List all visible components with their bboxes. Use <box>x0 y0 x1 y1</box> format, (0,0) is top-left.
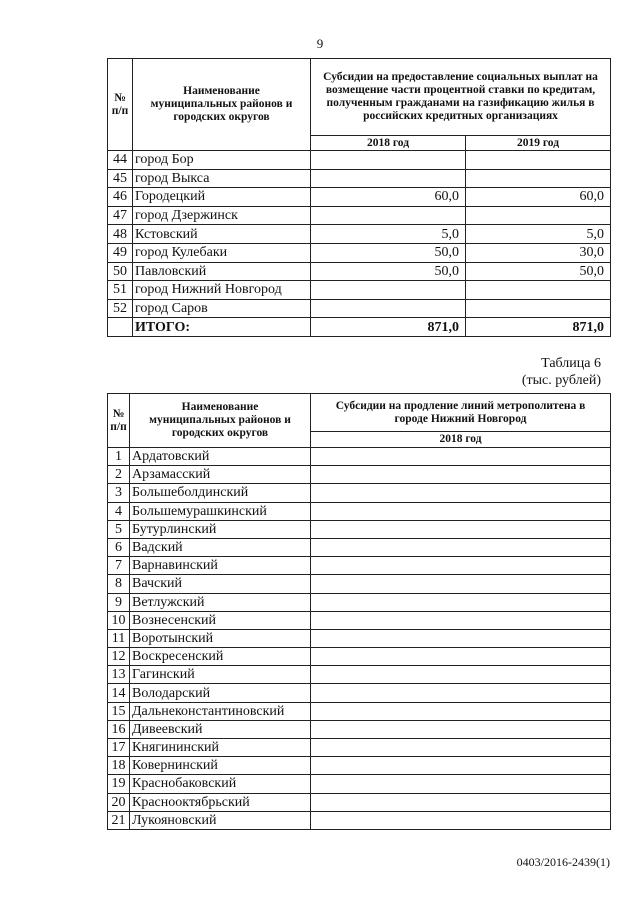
col-header-name: Наименование муниципальных районов и городских округов <box>133 59 311 151</box>
row-number: 47 <box>108 206 133 225</box>
total-label: ИТОГО: <box>133 318 311 337</box>
table-row <box>108 702 611 720</box>
table-row <box>108 557 611 575</box>
row-value-2018 <box>311 206 466 225</box>
row-value-2019: 30,0 <box>466 243 611 262</box>
row-number: 18 <box>108 757 130 775</box>
row-number: 8 <box>108 575 130 593</box>
subsidy-metro-table <box>107 393 611 830</box>
row-number: 48 <box>108 225 133 244</box>
row-name: Вознесенский <box>130 611 311 629</box>
table-row <box>108 448 611 466</box>
row-value-2018 <box>311 466 611 484</box>
table-row <box>108 648 611 666</box>
row-number: 7 <box>108 557 130 575</box>
row-number: 20 <box>108 793 130 811</box>
row-value-2019 <box>466 169 611 188</box>
row-name: Варнавинский <box>130 557 311 575</box>
table-row <box>108 538 611 556</box>
table-row <box>108 739 611 757</box>
row-value-2018 <box>311 151 466 170</box>
row-number: 3 <box>108 484 130 502</box>
document-code: 0403/2016-2439(1) <box>516 855 610 869</box>
table-row <box>108 775 611 793</box>
row-name: город Нижний Новгород <box>133 281 311 300</box>
row-number: 5 <box>108 520 130 538</box>
row-number: 6 <box>108 538 130 556</box>
row-name: Городецкий <box>133 188 311 207</box>
row-name: Ардатовский <box>130 448 311 466</box>
row-name: Лукояновский <box>130 811 311 829</box>
total-value-2018: 871,0 <box>311 318 466 337</box>
row-name: Воротынский <box>130 629 311 647</box>
row-number: 9 <box>108 593 130 611</box>
table-row <box>108 484 611 502</box>
row-name: Дивеевский <box>130 720 311 738</box>
row-name: Ветлужский <box>130 593 311 611</box>
row-name: город Бор <box>133 151 311 170</box>
row-name: Ковернинский <box>130 757 311 775</box>
table-row <box>108 502 611 520</box>
row-number: 13 <box>108 666 130 684</box>
row-value-2018 <box>311 299 466 318</box>
col-header-name: Наименование муниципальных районов и городских округов <box>130 394 311 448</box>
table-row <box>108 684 611 702</box>
table-row <box>108 262 611 281</box>
row-value-2018 <box>311 557 611 575</box>
row-value-2019 <box>466 206 611 225</box>
row-value-2018 <box>311 702 611 720</box>
col-header-num: № п/п <box>108 394 130 448</box>
table-row <box>108 757 611 775</box>
row-value-2019 <box>466 281 611 300</box>
row-value-2018: 50,0 <box>311 262 466 281</box>
row-value-2019: 5,0 <box>466 225 611 244</box>
table-row <box>108 188 611 207</box>
row-name: Володарский <box>130 684 311 702</box>
row-value-2018 <box>311 666 611 684</box>
row-value-2018: 5,0 <box>311 225 466 244</box>
row-number: 15 <box>108 702 130 720</box>
row-value-2018 <box>311 502 611 520</box>
row-number: 2 <box>108 466 130 484</box>
table-row <box>108 151 611 170</box>
row-name: Воскресенский <box>130 648 311 666</box>
table-row <box>108 243 611 262</box>
table-row <box>108 666 611 684</box>
row-value-2018 <box>311 629 611 647</box>
row-number: 16 <box>108 720 130 738</box>
row-number: 45 <box>108 169 133 188</box>
row-number: 50 <box>108 262 133 281</box>
row-name: город Кулебаки <box>133 243 311 262</box>
col-header-2018: 2018 год <box>311 432 611 448</box>
row-value-2018 <box>311 720 611 738</box>
row-value-2018 <box>311 169 466 188</box>
table-row <box>108 206 611 225</box>
row-name: Кстовский <box>133 225 311 244</box>
row-value-2018 <box>311 484 611 502</box>
table-row <box>108 520 611 538</box>
row-number: 49 <box>108 243 133 262</box>
table-units: (тыс. рублей) <box>521 373 601 388</box>
col-header-subsidy: Субсидии на предоставление социальных выплат на возмещение части процентной ставки по кредитам, полученным гражданами на газификацию жилья в российских кредитных организациях <box>311 59 611 136</box>
row-name: Вадский <box>130 538 311 556</box>
table-row <box>108 281 611 300</box>
row-value-2018: 50,0 <box>311 243 466 262</box>
table-row <box>108 575 611 593</box>
row-value-2019 <box>466 151 611 170</box>
row-value-2018 <box>311 793 611 811</box>
row-name: Княгининский <box>130 739 311 757</box>
row-number: 51 <box>108 281 133 300</box>
row-number: 21 <box>108 811 130 829</box>
table-row <box>108 629 611 647</box>
row-name: Павловский <box>133 262 311 281</box>
row-value-2018 <box>311 520 611 538</box>
row-number: 17 <box>108 739 130 757</box>
row-name: Бутурлинский <box>130 520 311 538</box>
row-name: город Выкса <box>133 169 311 188</box>
col-header-num: № п/п <box>108 59 133 151</box>
row-value-2018 <box>311 684 611 702</box>
row-value-2018 <box>311 538 611 556</box>
row-name: Дальнеконстантиновский <box>130 702 311 720</box>
row-value-2018 <box>311 811 611 829</box>
row-value-2018 <box>311 611 611 629</box>
table-row <box>108 720 611 738</box>
row-name: Арзамасский <box>130 466 311 484</box>
row-name: город Саров <box>133 299 311 318</box>
row-name: город Дзержинск <box>133 206 311 225</box>
row-value-2018 <box>311 593 611 611</box>
total-row <box>108 318 611 337</box>
table-row <box>108 793 611 811</box>
table-caption: Таблица 6 <box>541 356 601 371</box>
row-number: 10 <box>108 611 130 629</box>
table-row <box>108 811 611 829</box>
row-value-2019 <box>466 299 611 318</box>
table-row <box>108 225 611 244</box>
row-value-2019: 60,0 <box>466 188 611 207</box>
row-number: 19 <box>108 775 130 793</box>
col-header-2019: 2019 год <box>466 136 611 151</box>
row-name: Краснооктябрьский <box>130 793 311 811</box>
table-row <box>108 169 611 188</box>
row-value-2018 <box>311 281 466 300</box>
row-name: Краснобаковский <box>130 775 311 793</box>
row-value-2018 <box>311 575 611 593</box>
row-value-2018 <box>311 775 611 793</box>
subsidy-gasification-table <box>107 58 611 337</box>
table-row <box>108 466 611 484</box>
row-number: 44 <box>108 151 133 170</box>
table-row <box>108 611 611 629</box>
row-number: 12 <box>108 648 130 666</box>
row-number: 4 <box>108 502 130 520</box>
total-num <box>108 318 133 337</box>
row-value-2018 <box>311 757 611 775</box>
page-number: 9 <box>316 36 324 51</box>
row-value-2018 <box>311 739 611 757</box>
row-name: Гагинский <box>130 666 311 684</box>
row-value-2018 <box>311 648 611 666</box>
row-number: 11 <box>108 629 130 647</box>
row-number: 52 <box>108 299 133 318</box>
row-value-2019: 50,0 <box>466 262 611 281</box>
col-header-2018: 2018 год <box>311 136 466 151</box>
row-name: Большеболдинский <box>130 484 311 502</box>
row-value-2018: 60,0 <box>311 188 466 207</box>
row-number: 46 <box>108 188 133 207</box>
row-name: Большемурашкинский <box>130 502 311 520</box>
col-header-subsidy: Субсидии на продление линий метрополитена в городе Нижний Новгород <box>311 394 611 432</box>
row-value-2018 <box>311 448 611 466</box>
table-row <box>108 299 611 318</box>
table-row <box>108 593 611 611</box>
row-number: 1 <box>108 448 130 466</box>
row-number: 14 <box>108 684 130 702</box>
row-name: Вачский <box>130 575 311 593</box>
total-value-2019: 871,0 <box>466 318 611 337</box>
